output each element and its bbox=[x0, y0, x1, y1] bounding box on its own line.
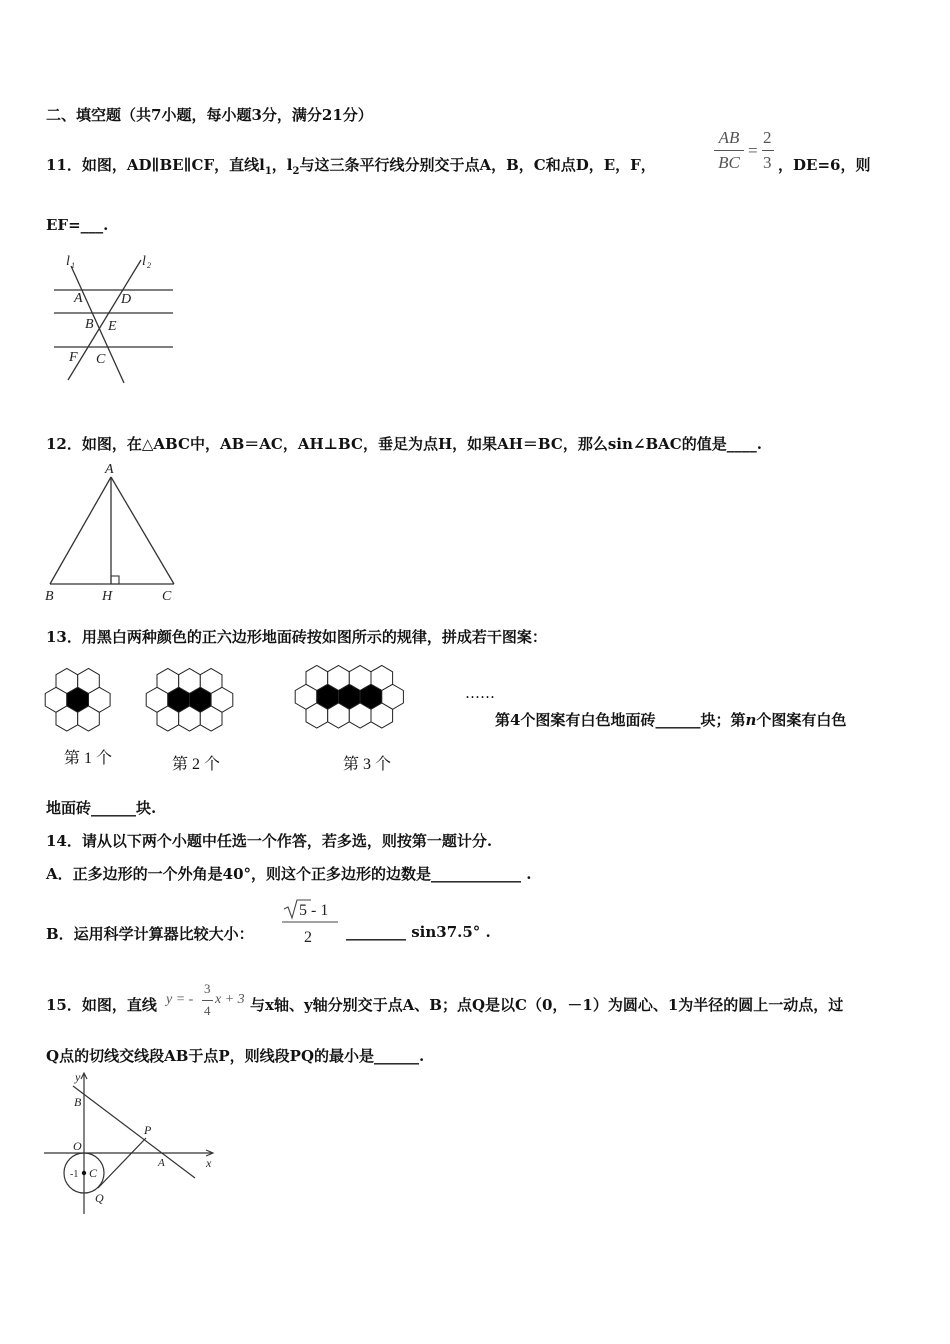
label-C: C bbox=[96, 352, 106, 367]
q11-text-c: 与这三条平行线分别交于点A，B，C和点D，E，F， bbox=[299, 156, 656, 174]
q11-frac-num: AB bbox=[718, 128, 740, 147]
side-ab bbox=[50, 477, 111, 584]
label-A: A bbox=[105, 462, 114, 477]
q13-dots: …… bbox=[465, 684, 495, 702]
q11-val-num: 2 bbox=[763, 128, 772, 147]
q15-eq-num: 3 bbox=[204, 981, 211, 996]
q15-eq-y: y = - bbox=[166, 992, 194, 1007]
q13-tail-a: 第4个图案有白色地面砖______块；第 bbox=[495, 711, 746, 729]
q13-text: 13．用黑白两种颜色的正六边形地面砖按如图所示的规律，拼成若干图案： bbox=[46, 628, 547, 646]
label-E: E bbox=[108, 319, 117, 334]
q11-text bbox=[46, 154, 656, 177]
label-B: B bbox=[74, 1095, 82, 1109]
q13-tail bbox=[495, 709, 846, 730]
side-ac bbox=[111, 477, 174, 584]
label-A: A bbox=[158, 1157, 165, 1169]
q11-frac-den: BC bbox=[718, 153, 740, 172]
q15-figure bbox=[40, 1068, 220, 1218]
q15-line2: Q点的切线交线段AB于点P，则线段PQ的最小是______. bbox=[46, 1047, 425, 1065]
label-O: O bbox=[73, 1139, 82, 1153]
radicand: 5 bbox=[299, 902, 307, 919]
label-F: F bbox=[69, 350, 78, 365]
q15-text-b: 与x轴、y轴分别交于点A、B；点Q是以C（0，－1）为圆心、1为半径的圆上一动点，过 bbox=[250, 996, 844, 1014]
q11-val-bar bbox=[762, 150, 774, 151]
label-D: D bbox=[121, 292, 132, 307]
q13-n: n bbox=[745, 711, 757, 729]
q14-intro: 14．请从以下两个小题中任选一个作答，若多选，则按第一题计分. bbox=[46, 832, 493, 850]
label-l2: l bbox=[142, 254, 146, 269]
label-B: B bbox=[85, 317, 94, 332]
q11-sub2: 2 bbox=[292, 166, 300, 177]
hex-pattern-3 bbox=[292, 658, 462, 738]
caption-1: 第 1 个 bbox=[64, 750, 113, 767]
q14-b-tail: ________ sin37.5° . bbox=[346, 923, 491, 941]
q11-sub1: 1 bbox=[264, 166, 272, 177]
q14-b-text: B．运用科学计算器比较大小： bbox=[46, 925, 254, 943]
label-A: A bbox=[74, 291, 83, 306]
q11-text-a: 11．如图，AD∥BE∥CF，直线l bbox=[46, 156, 265, 174]
label-B: B bbox=[45, 589, 54, 604]
caption-2: 第 2 个 bbox=[172, 756, 221, 773]
q11-frac-bar bbox=[714, 150, 744, 151]
q14-b-fraction bbox=[280, 898, 342, 950]
label-Q: Q bbox=[95, 1191, 104, 1205]
q15-text-a: 15．如图，直线 bbox=[46, 996, 157, 1014]
q11-text-d: ，DE=6，则 bbox=[778, 156, 871, 174]
section-title: 二、填空题（共7小题，每小题3分，满分21分） bbox=[46, 106, 373, 124]
label-C: C bbox=[162, 589, 172, 604]
right-angle-mark bbox=[111, 576, 119, 584]
label-H: H bbox=[102, 589, 113, 604]
label-l1-sub: 1 bbox=[71, 261, 75, 270]
hex-pattern-1 bbox=[44, 665, 124, 735]
q11-text-b: ，l bbox=[271, 156, 293, 174]
caption-3: 第 3 个 bbox=[343, 756, 392, 773]
tangent-pq bbox=[98, 1138, 146, 1188]
q15-eq-rest: x + 3 bbox=[215, 992, 245, 1007]
denominator: 2 bbox=[304, 929, 312, 946]
label-l1: l bbox=[66, 254, 70, 269]
line-ab bbox=[73, 1086, 195, 1178]
q15-eq-bar bbox=[202, 1000, 213, 1001]
label-y: y bbox=[75, 1070, 81, 1084]
q13-tail-b: 个图案有白色 bbox=[756, 711, 847, 729]
q14-a: A．正多边形的一个外角是40°，则这个正多边形的边数是____________ . bbox=[46, 865, 532, 883]
q12-text: 12．如图，在△ABC中，AB＝AC，AH⊥BC，垂足为点H，如果AH＝BC，那么sin∠BAC的值是____. bbox=[46, 435, 762, 453]
q13-line2: 地面砖______块. bbox=[46, 799, 157, 817]
q12-figure bbox=[44, 460, 184, 605]
hex-pattern-2 bbox=[145, 665, 270, 735]
q11-line2: EF=___. bbox=[46, 216, 109, 234]
label-C: C bbox=[89, 1166, 98, 1180]
label-l2-sub: 2 bbox=[147, 261, 151, 270]
q15-eq-den: 4 bbox=[204, 1003, 211, 1018]
q11-figure bbox=[46, 248, 186, 388]
label-x: x bbox=[206, 1156, 212, 1170]
q11-eq: = bbox=[748, 141, 758, 160]
label-minus1: -1 bbox=[70, 1169, 79, 1180]
label-P: P bbox=[144, 1123, 152, 1137]
q11-val-den: 3 bbox=[763, 153, 772, 172]
numerator-rest: - 1 bbox=[311, 902, 329, 919]
center-c-dot bbox=[82, 1171, 86, 1175]
